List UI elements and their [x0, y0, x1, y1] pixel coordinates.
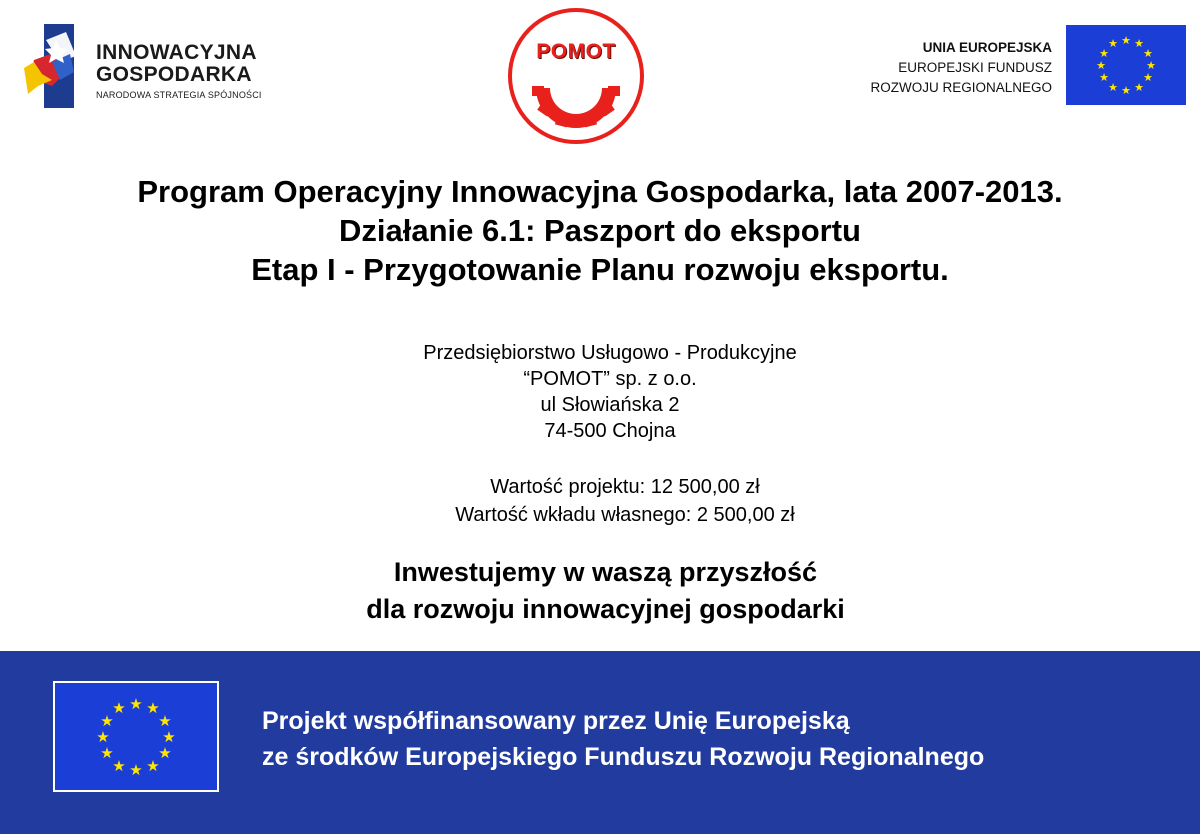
pomot-logo-text: POMOT: [536, 40, 616, 63]
svg-text:★: ★: [1099, 47, 1109, 60]
eu-flag-bottom: [53, 681, 219, 792]
slogan-line1: Inwestujemy w waszą przyszłość: [393, 557, 818, 587]
eu-title: UNIA EUROPEJSKA: [922, 40, 1052, 55]
eu-flag-top: [1066, 25, 1186, 105]
company-city: 74-500 Chojna: [544, 420, 676, 442]
innowacyjna-gospodarka-logo: [22, 22, 312, 112]
company-address: [0, 340, 1200, 444]
svg-text:★: ★: [158, 744, 172, 762]
svg-text:★: ★: [1108, 37, 1118, 50]
svg-text:★: ★: [1121, 34, 1131, 47]
company-type: Przedsiębiorstwo Usługowo - Produkcyjne: [423, 342, 797, 364]
svg-text:★: ★: [129, 761, 143, 779]
pomot-logo: [506, 6, 646, 146]
svg-text:★: ★: [100, 712, 114, 730]
footer-line1: Projekt współfinansowany przez Unię Europejską: [262, 707, 850, 735]
svg-text:★: ★: [1108, 81, 1118, 94]
svg-text:★: ★: [1143, 71, 1153, 84]
eu-fund-line2: ROZWOJU REGIONALNEGO: [870, 80, 1052, 95]
slogan-line2: dla rozwoju innowacyjnej gospodarki: [366, 594, 845, 624]
svg-text:★: ★: [1121, 84, 1131, 97]
footer-line2: ze środków Europejskiego Funduszu Rozwoju Regionalnego: [262, 743, 985, 771]
company-street: ul Słowiańska 2: [540, 394, 680, 416]
svg-text:★: ★: [112, 699, 126, 717]
svg-text:★: ★: [1143, 47, 1153, 60]
slogan: [0, 554, 1200, 628]
svg-text:★: ★: [1099, 71, 1109, 84]
ig-emblem-icon: [22, 22, 97, 110]
ig-subtitle: NARODOWA STRATEGIA SPÓJNOŚCI: [96, 90, 262, 100]
company-name: “POMOT” sp. z o.o.: [523, 368, 697, 390]
eu-fund-line1: EUROPEJSKI FUNDUSZ: [898, 60, 1052, 75]
project-values: [0, 473, 1200, 529]
project-value: Wartość projektu: 12 500,00 zł: [490, 476, 760, 498]
svg-text:★: ★: [1134, 37, 1144, 50]
ig-title-line1: INNOWACYJNA: [96, 41, 257, 64]
svg-text:★: ★: [96, 728, 110, 746]
svg-text:★: ★: [112, 757, 126, 775]
svg-text:★: ★: [129, 695, 143, 713]
title-line2: Działanie 6.1: Paszport do eksportu: [339, 213, 861, 248]
svg-text:★: ★: [146, 757, 160, 775]
svg-text:★: ★: [1096, 59, 1106, 72]
title-line1: Program Operacyjny Innowacyjna Gospodarka, lata 2007-2013.: [137, 174, 1063, 209]
eu-text-block: [840, 38, 1052, 98]
footer-text: [262, 703, 984, 775]
svg-text:★: ★: [100, 744, 114, 762]
eu-flag-icon: [53, 681, 219, 792]
eu-flag-icon: [1066, 25, 1186, 105]
pomot-emblem-icon: [506, 6, 646, 146]
ig-title-line2: GOSPODARKA: [96, 63, 252, 86]
svg-text:★: ★: [146, 699, 160, 717]
svg-text:★: ★: [1146, 59, 1156, 72]
svg-text:★: ★: [1134, 81, 1144, 94]
title-line3: Etap I - Przygotowanie Planu rozwoju eksportu.: [251, 252, 949, 287]
page-title: [0, 172, 1200, 289]
own-contribution-value: Wartość wkładu własnego: 2 500,00 zł: [455, 504, 795, 526]
svg-text:★: ★: [158, 712, 172, 730]
svg-text:★: ★: [162, 728, 176, 746]
